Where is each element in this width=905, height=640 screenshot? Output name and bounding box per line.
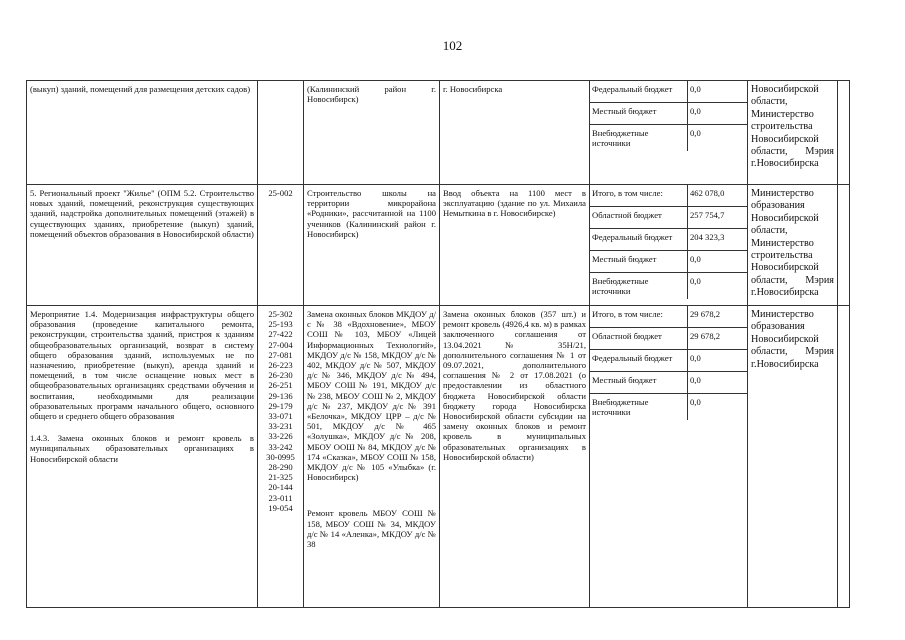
finance-label: Федеральный бюджет: [590, 350, 688, 371]
finance-row: [590, 306, 747, 328]
code-item: 33-226: [268, 431, 293, 442]
object-text: Замена оконных блоков МКДОУ д/с № 38 «Вдохновение», МБОУ СОШ № 103, МБОУ «Лицей Информационных Технологий», МКДОУ д/с № 158, МКДОУ д/с № 402, МКДОУ д/с № 507, МКДОУ д/с № 346, МКДОУ д/с № 494, МБОУ СОШ № 191, МКДОУ д/с № 238, МБОУ СОШ № 2, МКДОУ д/с № 237, МКДОУ д/с № 391 «Белочка», МКДОУ ЦРР – д/с № 501, МКДОУ д/с № 465 «Золушка», МКДОУ д/с № 208, МБОУ ООШ № 84, МКДОУ д/с № 174 «Сказка», МБОУ СОШ № 158, МКДОУ д/с № 105 «Улыбка» (г. Новосибирск): [307, 309, 436, 483]
finance-row: [590, 273, 747, 299]
finance-label: Федеральный бюджет: [590, 229, 688, 250]
activity-text: (выкуп) зданий, помещений для размещения детских садов): [30, 84, 251, 94]
executor-cell: [748, 81, 838, 185]
finance-label: Внебюджетные источники: [590, 125, 688, 151]
code-item: 23-011: [268, 492, 293, 503]
code-cell: [258, 81, 304, 185]
object-cell: [304, 306, 440, 608]
finance-value: 0,0: [690, 276, 701, 286]
finance-value: 0,0: [690, 375, 701, 385]
object-text: (Калининский район г. Новосибирск): [307, 84, 436, 105]
finance-label: Областной бюджет: [590, 328, 688, 349]
activity-cell: [27, 81, 258, 185]
code-item: 20-144: [268, 482, 293, 493]
finance-row: [590, 81, 747, 103]
code-item: 29-136: [268, 390, 293, 401]
finance-cell: [590, 81, 748, 185]
program-table: [26, 80, 850, 608]
executor-text: Министерство образования Новосибирской области, Министерство строительства Новосибирской области, Мэрия г.Новосибирска: [751, 188, 834, 299]
code-item: 26-230: [268, 370, 293, 381]
finance-label: Областной бюджет: [590, 207, 688, 228]
activity-text: Мероприятие 1.4. Модернизация инфраструктуры общего образования (проведение капитального ремонта, реконструкции, строительства зданий, пристроя к зданиям общеобразовательных организаций, возврат в систему общего образования зданий, используемых не по назначению, приобретение (выкуп), аренда зданий и помещений, в том числе оснащение новых мест в общеобразовательных организациях средствами обучения и воспитания, необходимыми для реализации образовательных программ начального общего, основного общего и среднего общего образования: [30, 309, 254, 422]
finance-value: 0,0: [690, 84, 701, 94]
executor-cell: [748, 306, 838, 608]
finance-label: Местный бюджет: [590, 251, 688, 272]
empty-cell: [838, 185, 850, 306]
result-cell: [440, 306, 590, 608]
code-item: 33-242: [268, 441, 293, 452]
finance-cell: [590, 185, 748, 306]
code-item: 26-223: [268, 360, 293, 371]
finance-value: 29 678,2: [690, 309, 721, 319]
finance-value: 462 078,0: [690, 188, 725, 198]
finance-row: [590, 394, 747, 420]
finance-row: [590, 229, 747, 251]
finance-row: [590, 207, 747, 229]
code-cell: [258, 306, 304, 608]
finance-value: 204 323,3: [690, 232, 725, 242]
finance-row: [590, 103, 747, 125]
executor-text: Новосибирской области, Министерство строительства Новосибирской области, Мэрия г.Новосибирска: [751, 84, 834, 170]
finance-value: 0,0: [690, 353, 701, 363]
finance-value: 0,0: [690, 128, 701, 138]
code-item: 27-081: [268, 349, 293, 360]
page-number: 102: [442, 38, 463, 53]
finance-row: [590, 372, 747, 394]
finance-row: [590, 328, 747, 350]
finance-row: [590, 350, 747, 372]
executor-text: Министерство образования Новосибирской области, Мэрия г.Новосибирска: [751, 309, 834, 370]
finance-value: 257 754,7: [690, 210, 725, 220]
finance-value: 29 678,2: [690, 331, 721, 341]
result-cell: [440, 81, 590, 185]
executor-cell: [748, 185, 838, 306]
code-item: 30-0995: [266, 451, 295, 462]
code-item: 33-071: [268, 411, 293, 422]
finance-label: Федеральный бюджет: [590, 81, 688, 102]
empty-cell: [838, 306, 850, 608]
code-item: 28-290: [268, 462, 293, 473]
finance-row: [590, 185, 747, 207]
empty-cell: [838, 81, 850, 185]
result-text: Ввод объекта на 1100 мест в эксплуатацию (здание по ул. Михаила Немыткина в г. Новосибирске): [443, 188, 586, 219]
finance-label: Местный бюджет: [590, 103, 688, 124]
finance-label: Внебюджетные источники: [590, 394, 688, 420]
object-cell: [304, 81, 440, 185]
table-row: [27, 306, 850, 608]
object-cell: [304, 185, 440, 306]
finance-label: Итого, в том числе:: [590, 185, 688, 206]
activity-text: 5. Региональный проект "Жилье" (ОПМ 5.2. Строительство новых зданий, помещений, реконструкция существующих зданий, надстройка дополнительных помещений (этажей) в существующих зданиях, приобретение (выкуп) зданий, помещений объектов образования в Новосибирской области): [30, 188, 254, 239]
finance-value: 0,0: [690, 106, 701, 116]
finance-value: 0,0: [690, 254, 701, 264]
activity-text: 1.4.3. Замена оконных блоков и ремонт кровель в муниципальных образовательных организациях в Новосибирской области: [30, 433, 254, 464]
finance-label: Итого, в том числе:: [590, 306, 688, 327]
finance-row: [590, 251, 747, 273]
result-text: Замена оконных блоков (357 шт.) и ремонт кровель (4926,4 кв. м) в рамках заключенного соглашения от 13.04.2021 № 35Н/21, дополнительного соглашения № 1 от 09.07.2021, дополнительного соглашения № 2 от 17.08.2021 (о предоставлении из областного бюджета Новосибирской области бюджету города Новосибирска Новосибирской области субсидии на замену оконных блоков и ремонт кровель в муниципальных образовательных организациях в Новосибирской области): [443, 309, 586, 462]
result-cell: [440, 185, 590, 306]
code-item: 19-054: [268, 502, 293, 513]
code-item: 29-179: [268, 400, 293, 411]
code-item: 25-002: [268, 188, 293, 198]
object-extra-text: Ремонт кровель МБОУ СОШ № 158, МБОУ СОШ № 34, МКДОУ д/с № 14 «Аленка», МКДОУ д/с № 38: [307, 508, 436, 550]
object-text: Строительство школы на территории микрорайона «Родники», рассчитанной на 1100 учеников (Калининский район г. Новосибирск): [307, 188, 436, 239]
code-item: 21-325: [268, 472, 293, 483]
finance-label: Местный бюджет: [590, 372, 688, 393]
code-item: 25-302: [268, 309, 293, 319]
activity-cell: [27, 306, 258, 608]
code-item: 27-004: [268, 339, 293, 350]
code-item: 27-422: [268, 329, 293, 340]
finance-cell: [590, 306, 748, 608]
code-cell: [258, 185, 304, 306]
activity-cell: [27, 185, 258, 306]
finance-label: Внебюджетные источники: [590, 273, 688, 299]
finance-value: 0,0: [690, 397, 701, 407]
code-item: 33-231: [268, 421, 293, 432]
finance-row: [590, 125, 747, 151]
table-row: [27, 81, 850, 185]
code-item: 25-193: [268, 319, 293, 330]
code-item: 26-251: [268, 380, 293, 391]
result-text: г. Новосибирска: [443, 84, 503, 94]
table-row: [27, 185, 850, 306]
